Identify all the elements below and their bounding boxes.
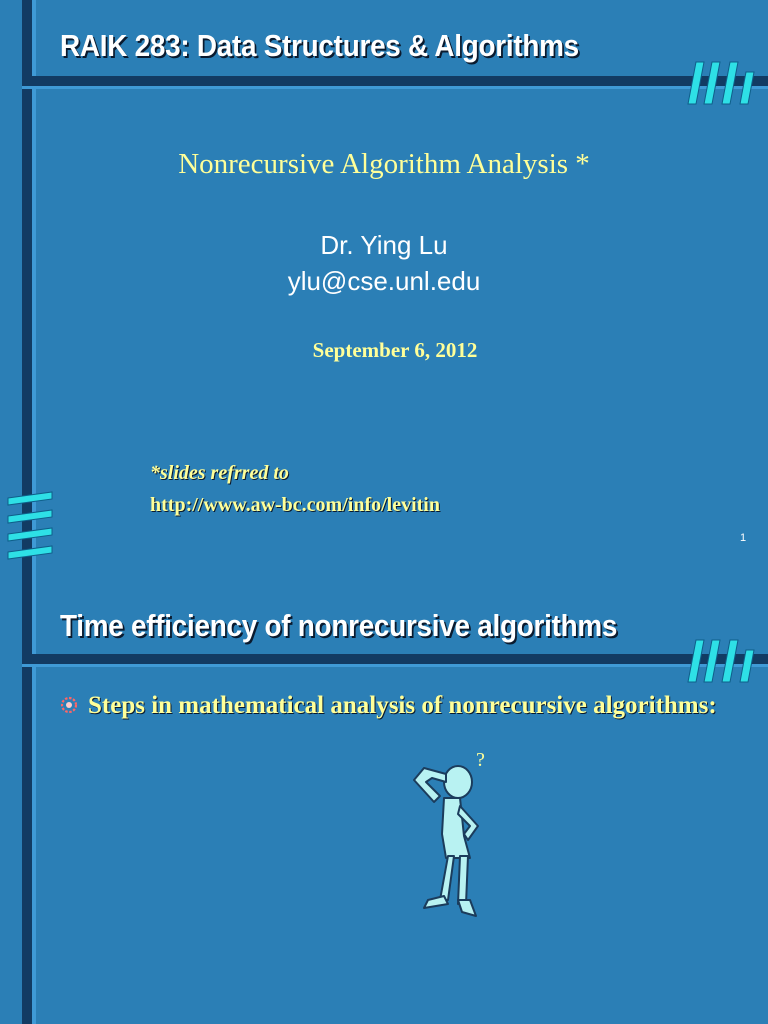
- bullet-item: Steps in mathematical analysis of nonrecursive algorithms:: [88, 692, 717, 719]
- frame-horizontal-line: [22, 76, 768, 86]
- slide-title: Time efficiency of nonrecursive algorithms: [60, 608, 618, 643]
- presentation-date: September 6, 2012: [312, 338, 478, 362]
- content-slide: [0, 590, 768, 1024]
- stripes-decoration-icon: [686, 58, 756, 108]
- frame-horizontal-highlight: [22, 664, 768, 667]
- frame-horizontal-highlight: [22, 86, 768, 89]
- sparkle-bullet-icon: [60, 696, 78, 714]
- reference-link[interactable]: http://www.aw-bc.com/info/levitin: [150, 494, 440, 516]
- stripes-decoration-icon: [4, 490, 60, 570]
- slide-title: RAIK 283: Data Structures & Algorithms: [60, 28, 579, 63]
- stripes-decoration-icon: [686, 636, 756, 686]
- author-email: ylu@cse.unl.edu: [287, 266, 481, 296]
- thinking-figure-icon: [398, 740, 498, 920]
- reference-note: *slides refrred to: [150, 462, 289, 484]
- author-name: Dr. Ying Lu: [320, 230, 448, 260]
- frame-horizontal-line: [22, 654, 768, 664]
- page-number: 1: [740, 532, 747, 544]
- presentation-subtitle: Nonrecursive Algorithm Analysis *: [178, 148, 590, 180]
- question-mark: ?: [476, 749, 485, 771]
